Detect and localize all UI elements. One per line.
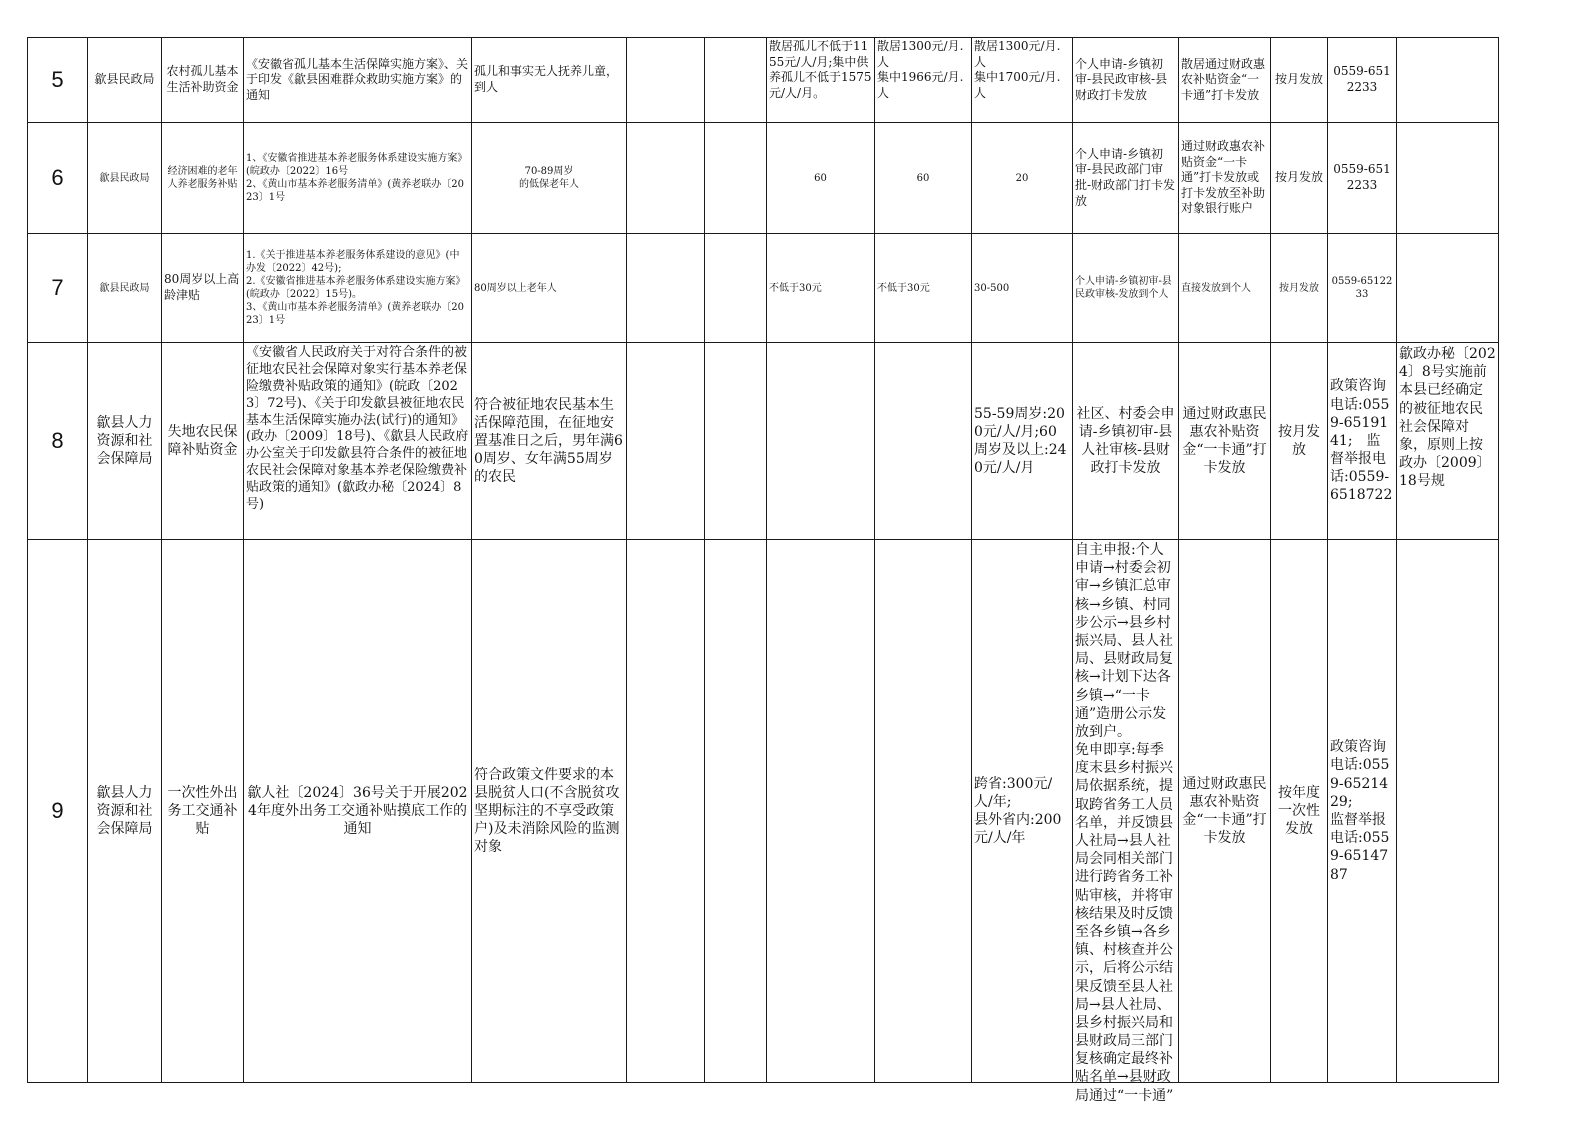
subsidy-item-cell: 一次性外出务工交通补贴 [162, 540, 244, 1083]
phone-cell: 0559-6512233 [1328, 38, 1397, 123]
policy-basis-text: 《安徽省人民政府关于对符合条件的被征地农民社会保障对象实行基本养老保险缴费补贴政策的通知》(皖政〔2023〕72号)、《关于印发歙县被征地农民基本生活保障实施办法(试行)的通知》(政办〔2009〕18号)、《歙县人民政府办公室关于印发歙县符合条件的被征地农民社会保障对象基本养老保险缴费补贴政策的通知》(歙政办秘〔2024〕8号) [246, 345, 469, 513]
note-cell [1397, 234, 1499, 343]
policy-basis-cell: 歙人社〔2024〕36号关于开展2024年度外出务工交通补贴摸底工作的通知 [244, 540, 472, 1083]
phone-cell: 0559-6512233 [1328, 123, 1397, 234]
row-number: 8 [28, 343, 88, 540]
standard-cell-3: 20 [972, 123, 1073, 234]
process-cell: 个人申请-乡镇初审-县民政审核-发放到个人 [1073, 234, 1179, 343]
subsidy-item-cell: 农村孤儿基本生活补助资金 [162, 38, 244, 123]
empty-cell [627, 343, 705, 540]
subsidy-table [27, 37, 1499, 1104]
phone-cell: 0559-6512233 [1328, 234, 1397, 343]
note-cell [1397, 38, 1499, 123]
target-cell: 符合政策文件要求的本县脱贫人口(不含脱贫攻坚期标注的不享受政策户)及未消除风险的监测对象 [472, 540, 627, 1083]
row-number: 9 [28, 540, 88, 1083]
process-cell [1073, 540, 1179, 1104]
time-cell: 按月发放 [1271, 123, 1328, 234]
method-cell: 通过财政惠民惠农补贴资金“一卡通”打卡发放 [1179, 540, 1271, 1083]
policy-basis-cell [244, 343, 472, 540]
standard-cell-2 [875, 343, 972, 540]
process-text: 自主申报:个人申请→村委会初审→乡镇汇总审核→乡镇、村同步公示→县乡村振兴局、县人社局、县财政局复核→计划下达各乡镇→“一卡通”造册公示发放到户。 免申即享:每季度末县乡村振兴局依据系统，提取跨省务工人员名单，并反馈县人社局→县人社局会同相关部门进行跨省务工补贴审核，并将审核结果及时反馈至各乡镇→各乡镇、村核查并公示，后将公示结果反馈至县人社局→县人社局、县乡村振兴局和县财政局三部门复核确定最终补贴名单→县财政局通过“一卡通” [1075, 542, 1174, 1104]
standard-cell-2: 散居1300元/月.人 集中1966元/月.人 [875, 38, 972, 123]
note-cell [1397, 540, 1499, 1083]
method-cell: 直接发放到个人 [1179, 234, 1271, 343]
method-cell: 通过财政惠农补贴资金“一卡通”打卡发放或打卡发放至补助对象银行账户 [1179, 123, 1271, 234]
empty-cell [705, 38, 767, 123]
process-cell: 社区、村委会申请-乡镇初审-县人社审核-县财政打卡发放 [1073, 343, 1179, 540]
target-cell: 70-89周岁 的低保老年人 [472, 123, 627, 234]
standard-cell-3: 30-500 [972, 234, 1073, 343]
empty-cell [705, 343, 767, 540]
subsidy-item-cell: 80周岁以上高龄津贴 [162, 234, 244, 343]
empty-cell [705, 234, 767, 343]
table-row [28, 234, 1499, 343]
standard-cell-3: 55-59周岁:200元/人/月;60周岁及以上:240元/人/月 [972, 343, 1073, 540]
note-text: 歙政办秘〔2024〕8号实施前本县已经确定的被征地农民社会保障对象，原则上按政办〔2009〕18号规 [1399, 346, 1496, 490]
note-cell [1397, 343, 1499, 540]
time-cell: 按月发放 [1271, 38, 1328, 123]
process-cell: 个人申请-乡镇初审-县民政部门审批-财政部门打卡发放 [1073, 123, 1179, 234]
department-cell: 歙县人力资源和社会保障局 [88, 540, 162, 1083]
subsidy-item-cell: 经济困难的老年人养老服务补贴 [162, 123, 244, 234]
standard-cell-1: 散居孤儿不低于1155元/人/月;集中供养孤儿不低于1575元/人/月。 [767, 38, 875, 123]
subsidy-item-cell: 失地农民保障补贴资金 [162, 343, 244, 540]
time-cell: 按年度一次性发放 [1271, 540, 1328, 1083]
department-cell: 歙县民政局 [88, 38, 162, 123]
phone-cell: 政策咨询电话:0559-6521429; 监督举报电话:0559-6514787 [1328, 540, 1397, 1083]
table-row [28, 540, 1499, 1083]
empty-cell [627, 234, 705, 343]
department-cell: 歙县民政局 [88, 123, 162, 234]
row-number: 6 [28, 123, 88, 234]
table-row [28, 123, 1499, 234]
time-cell: 按月发放 [1271, 343, 1328, 540]
policy-basis-cell: 《安徽省孤儿基本生活保障实施方案》、关于印发《歙县困难群众救助实施方案》的通知 [244, 38, 472, 123]
standard-cell-1: 不低于30元 [767, 234, 875, 343]
method-cell: 通过财政惠民惠农补贴资金“一卡通”打卡发放 [1179, 343, 1271, 540]
empty-cell [705, 123, 767, 234]
table-row [28, 38, 1499, 123]
row-number: 5 [28, 38, 88, 123]
standard-cell-2: 不低于30元 [875, 234, 972, 343]
target-cell: 孤儿和事实无人抚养儿童，到人 [472, 38, 627, 123]
standard-cell-3: 散居1300元/月.人 集中1700元/月.人 [972, 38, 1073, 123]
time-cell: 按月发放 [1271, 234, 1328, 343]
standard-cell-1: 60 [767, 123, 875, 234]
department-cell: 歙县民政局 [88, 234, 162, 343]
department-cell: 歙县人力资源和社会保障局 [88, 343, 162, 540]
target-cell: 符合被征地农民基本生活保障范围，在征地安置基准日之后，男年满60周岁、女年满55周岁的农民 [472, 343, 627, 540]
process-cell: 个人申请-乡镇初审-县民政审核-县财政打卡发放 [1073, 38, 1179, 123]
standard-cell-1 [767, 540, 875, 1083]
table-row [28, 343, 1499, 540]
row-number: 7 [28, 234, 88, 343]
empty-cell [627, 38, 705, 123]
empty-cell [627, 540, 705, 1083]
standard-cell-3: 跨省:300元/人/年; 县外省内:200元/人/年 [972, 540, 1073, 1083]
standard-cell-1 [767, 343, 875, 540]
phone-cell: 政策咨询电话:0559-6519141; 监督举报电话:0559-6518722 [1328, 343, 1397, 540]
note-cell [1397, 123, 1499, 234]
target-cell: 80周岁以上老年人 [472, 234, 627, 343]
empty-cell [705, 540, 767, 1083]
standard-cell-2: 60 [875, 123, 972, 234]
standard-cell-2 [875, 540, 972, 1083]
empty-cell [627, 123, 705, 234]
policy-basis-cell: 1、《安徽省推进基本养老服务体系建设实施方案》(皖政办〔2022〕16号 2、《黄山市基本养老服务清单》(黄养老联办〔2023〕1号 [244, 123, 472, 234]
policy-basis-cell: 1.《关于推进基本养老服务体系建设的意见》(中办发〔2022〕42号); 2.《安徽省推进基本养老服务体系建设实施方案》(皖政办〔2022〕15号)。 3、《黄山市基本养老服务清单》(黄养老联办〔2023〕1号 [244, 234, 472, 343]
method-cell: 散居通过财政惠农补贴资金“一卡通”打卡发放 [1179, 38, 1271, 123]
